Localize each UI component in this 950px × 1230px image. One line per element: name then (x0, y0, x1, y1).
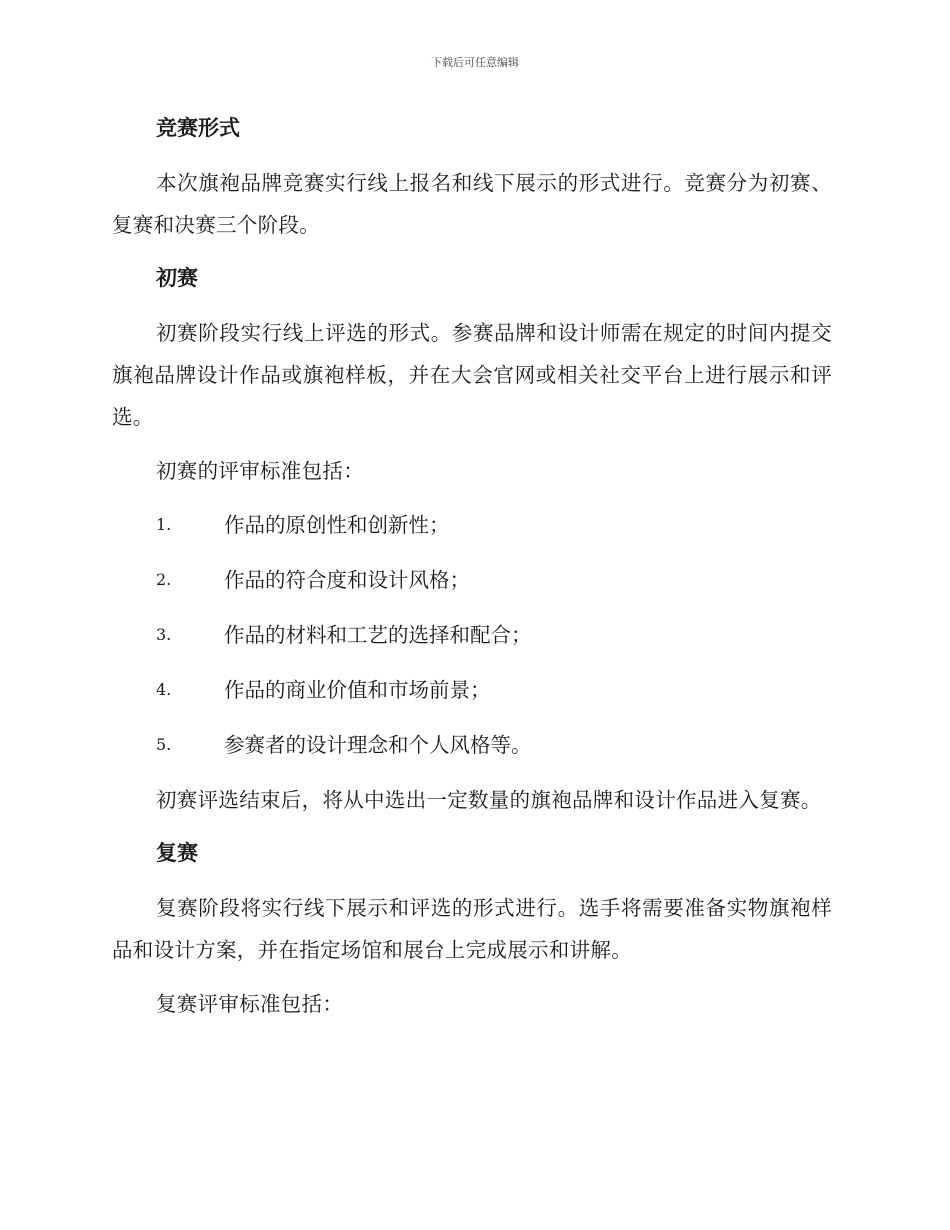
section-heading-semifinal: 复赛 (156, 841, 198, 865)
list-item-text: 作品的商业价值和市场前景； (224, 678, 491, 702)
list-item-number: 5. (156, 735, 172, 754)
paragraph-semifinal-criteria-lead: 复赛评审标准包括： (156, 992, 344, 1016)
paragraph-preliminary-intro: 初赛阶段实行线上评选的形式。参赛品牌和设计师需在规定的时间内提交旗袍品牌设计作品或旗袍样板，并在大会官网或相关社交平台上进行展示和评选。 (112, 321, 832, 429)
list-item (112, 504, 832, 546)
paragraph-semifinal-intro: 复赛阶段将实行线下展示和评选的形式进行。选手将需要准备实物旗袍样品和设计方案，并在指定场馆和展台上完成展示和讲解。 (112, 896, 832, 962)
list-item-text: 作品的符合度和设计风格； (224, 568, 470, 592)
list-item-text: 参赛者的设计理念和个人风格等。 (224, 733, 532, 757)
list-item-text: 作品的材料和工艺的选择和配合； (224, 623, 532, 647)
section-heading-preliminary: 初赛 (156, 266, 198, 290)
list-item-text: 作品的原创性和创新性； (224, 513, 450, 537)
preliminary-criteria-list (112, 504, 832, 766)
list-item (112, 614, 832, 656)
document-body (112, 108, 832, 1037)
list-item-number: 3. (156, 625, 172, 644)
list-item-number: 2. (156, 570, 172, 589)
paragraph-preliminary-outcome: 初赛评选结束后，将从中选出一定数量的旗袍品牌和设计作品进入复赛。 (156, 788, 822, 812)
paragraph-competition-format: 本次旗袍品牌竞赛实行线上报名和线下展示的形式进行。竞赛分为初赛、复赛和决赛三个阶段。 (112, 171, 832, 237)
list-item-number: 1. (156, 515, 172, 534)
list-item (112, 559, 832, 601)
list-item (112, 724, 832, 766)
list-item-number: 4. (156, 680, 172, 699)
section-heading-competition-format: 竞赛形式 (156, 116, 240, 140)
header-note: 下载后可任意编辑 (431, 56, 519, 69)
paragraph-preliminary-criteria-lead: 初赛的评审标准包括： (156, 459, 364, 483)
list-item (112, 669, 832, 711)
